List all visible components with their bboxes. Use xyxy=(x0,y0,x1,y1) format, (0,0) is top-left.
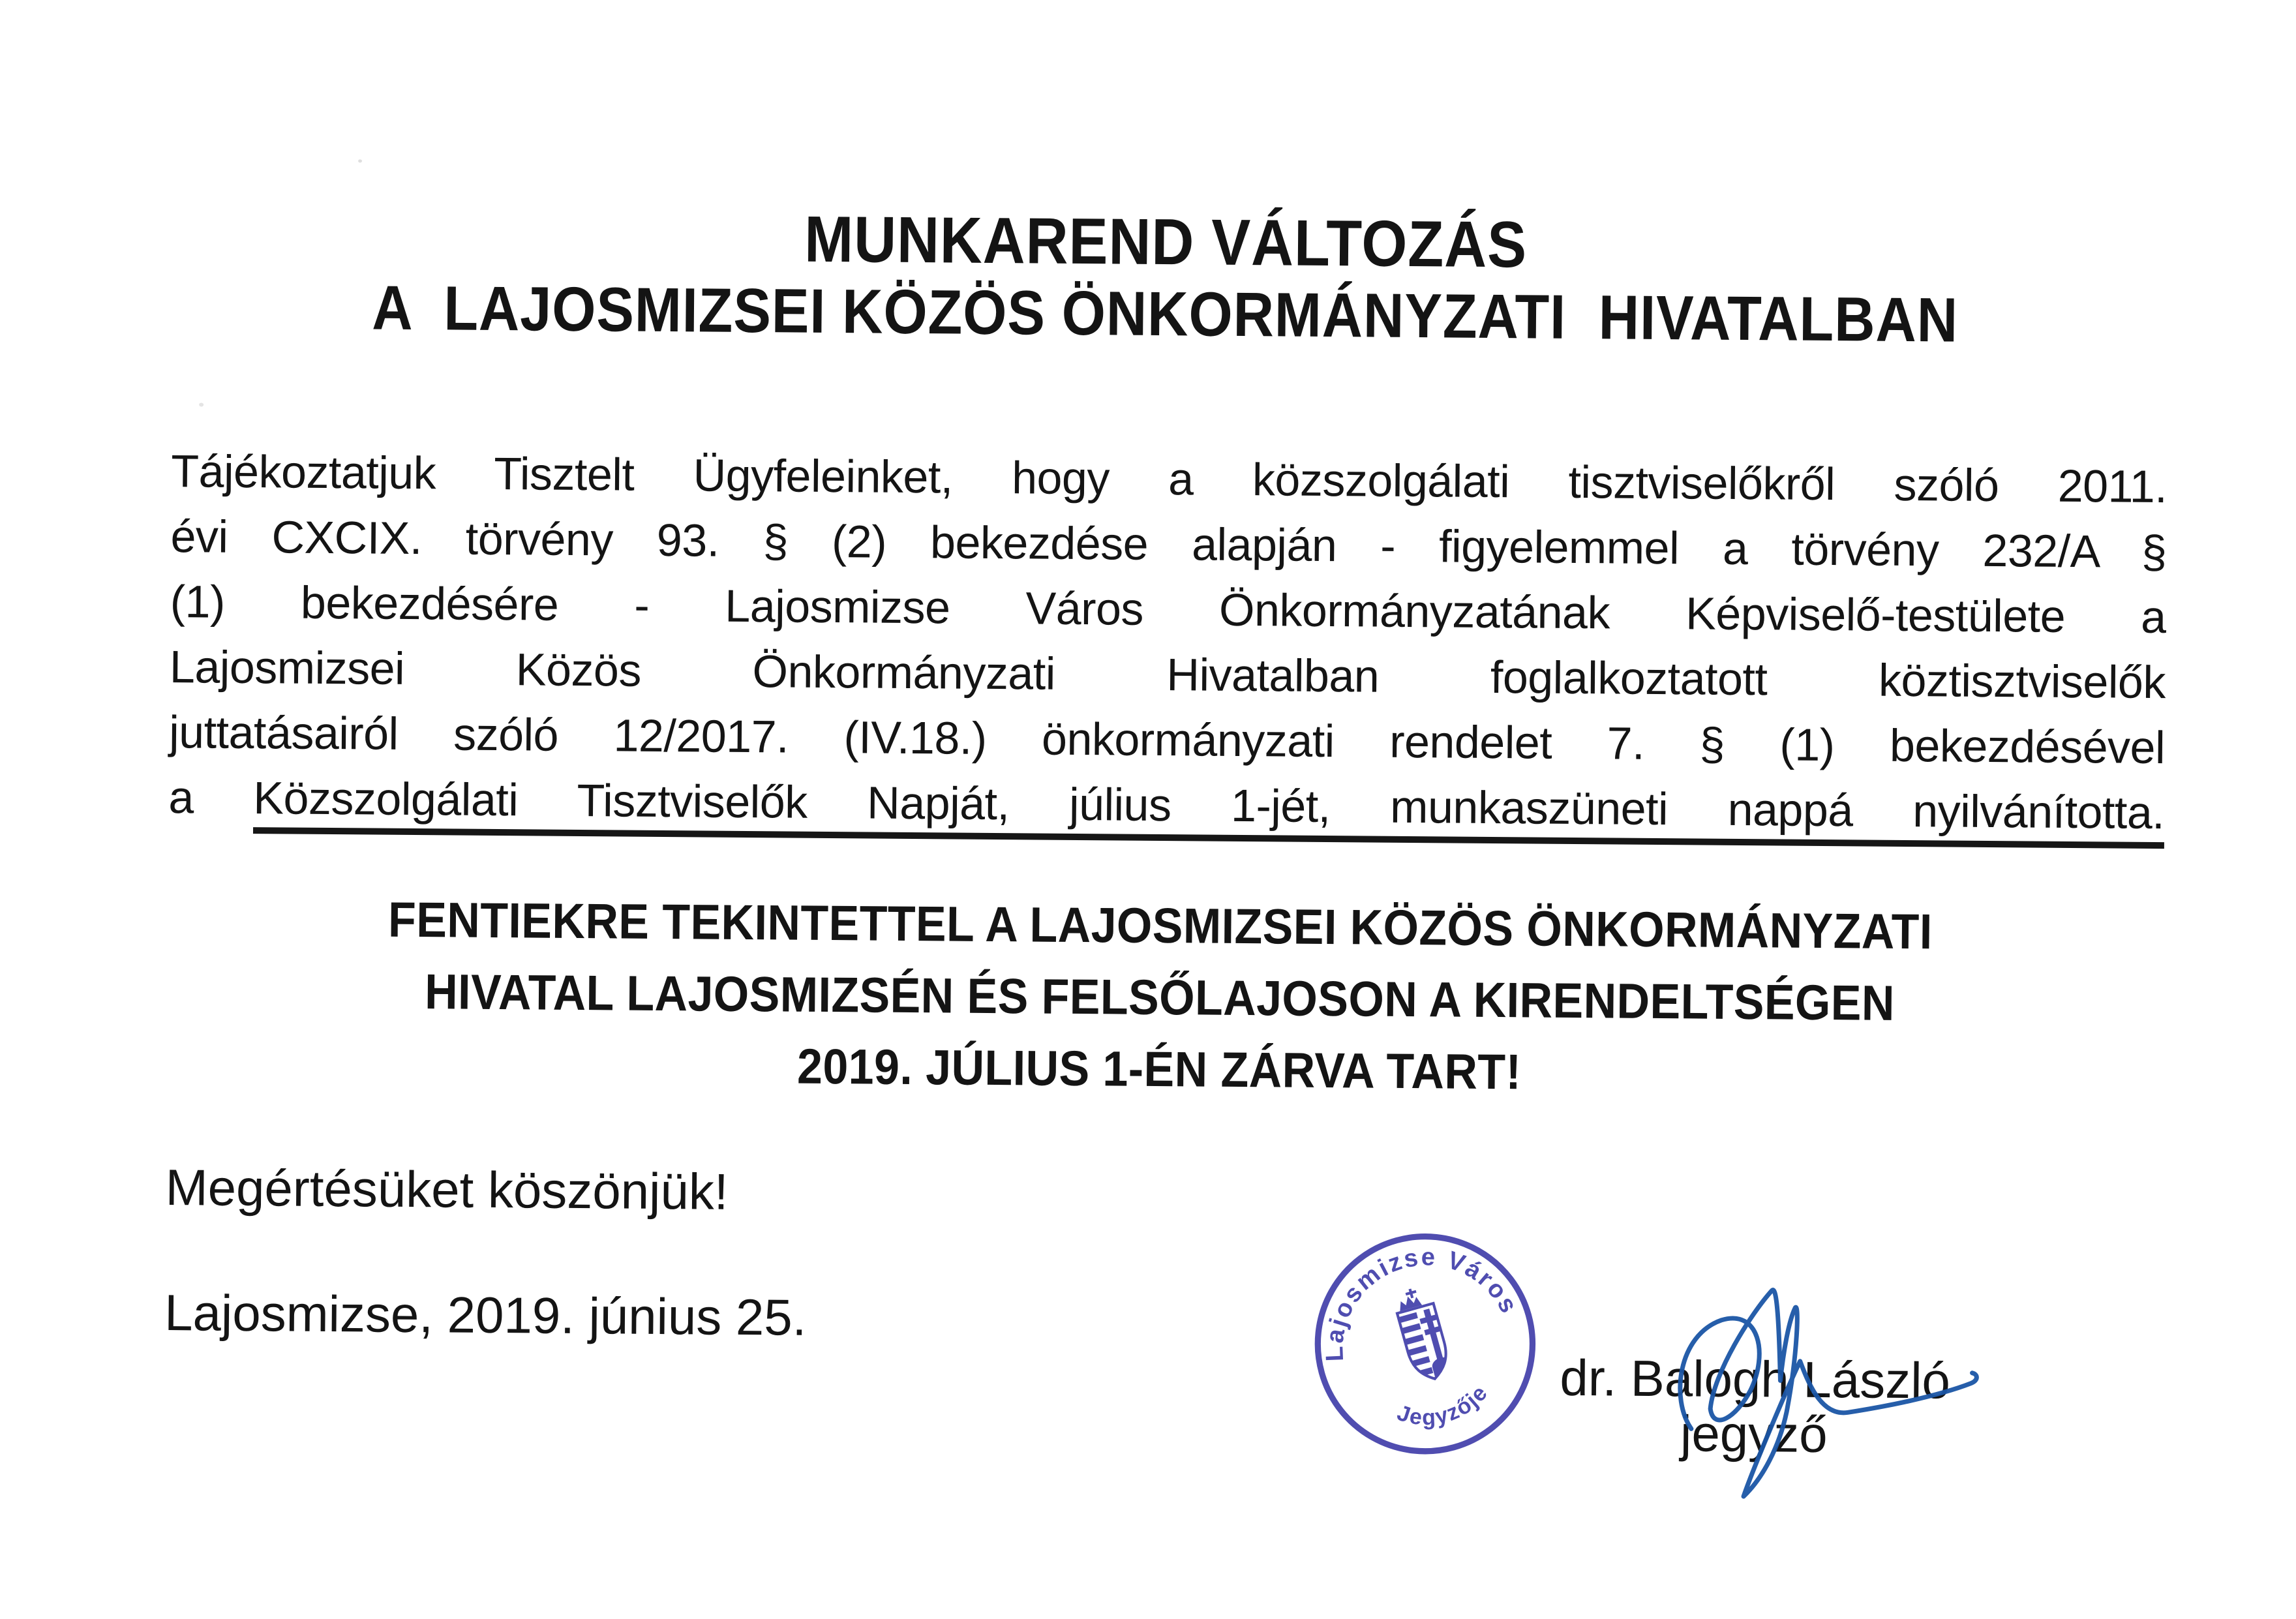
scan-speck xyxy=(358,159,362,162)
underlined-declaration: Közszolgálati Tisztviselők Napját, július 1-jét, munkaszüneti nappá nyilvánította. xyxy=(253,772,2165,849)
paragraph-line: (1) bekezdésére - Lajosmizse Város Önkormányzatának Képviselő-testülete a xyxy=(170,576,2166,643)
closure-notice xyxy=(121,883,2199,1114)
stamp-arc-bottom-text: Jegyzője xyxy=(1394,1380,1494,1430)
last-line-prefix: a xyxy=(168,772,254,824)
scan-speck xyxy=(199,402,204,406)
coat-of-arms xyxy=(1391,1283,1455,1385)
signature-stroke xyxy=(1680,1289,1978,1498)
handwritten-signature xyxy=(1658,1275,1999,1539)
paragraph-line: évi CXCIX. törvény 93. § (2) bekezdése alapján - figyelemmel a törvény 232/A § xyxy=(170,511,2167,578)
paragraph-line: juttatásairól szóló 12/2017. (IV.18.) önkormányzati rendelet 7. § (1) bekezdésével xyxy=(168,706,2166,774)
thanks-line: Megértésüket köszönjük! xyxy=(165,1158,729,1220)
paragraph-line: Lajosmizsei Közös Önkormányzati Hivatalban foglalkoztatott köztisztviselők xyxy=(169,641,2166,708)
signatory-role: jegyző xyxy=(1680,1404,1828,1464)
svg-text:Lajosmizse Város xyxy=(1307,1226,1524,1368)
title-line-1: MUNKAREND VÁLTOZÁS xyxy=(804,202,1528,282)
notice-line-1: FENTIEKRE TEKINTETTEL A LAJOSMIZSEI KÖZÖS ÖNKORMÁNYZATI xyxy=(387,892,1933,960)
stamp-arc-top-text: Lajosmizse Város xyxy=(1321,1243,1524,1363)
body-paragraph xyxy=(168,438,2168,845)
official-round-stamp xyxy=(1307,1226,1543,1462)
title-line-2: A LAJOSMIZSEI KÖZÖS ÖNKORMÁNYZATI HIVATALBAN xyxy=(372,273,1959,356)
signatory-name: dr. Balogh László xyxy=(1560,1348,1951,1410)
paragraph-line: Tájékoztatjuk Tisztelt Ügyfeleinket, hogy a közszolgálati tisztviselőkről szóló 2011. xyxy=(171,446,2168,513)
date-line: Lajosmizse, 2019. június 25. xyxy=(164,1284,807,1346)
notice-line-3: 2019. JÚLIUS 1-ÉN ZÁRVA TART! xyxy=(796,1038,1522,1100)
notice-line-2: HIVATAL LAJOSMIZSÉN ÉS FELSŐLAJOSON A KIRENDELTSÉGEN xyxy=(424,964,1896,1031)
svg-text:Jegyzője xyxy=(1389,1376,1498,1441)
